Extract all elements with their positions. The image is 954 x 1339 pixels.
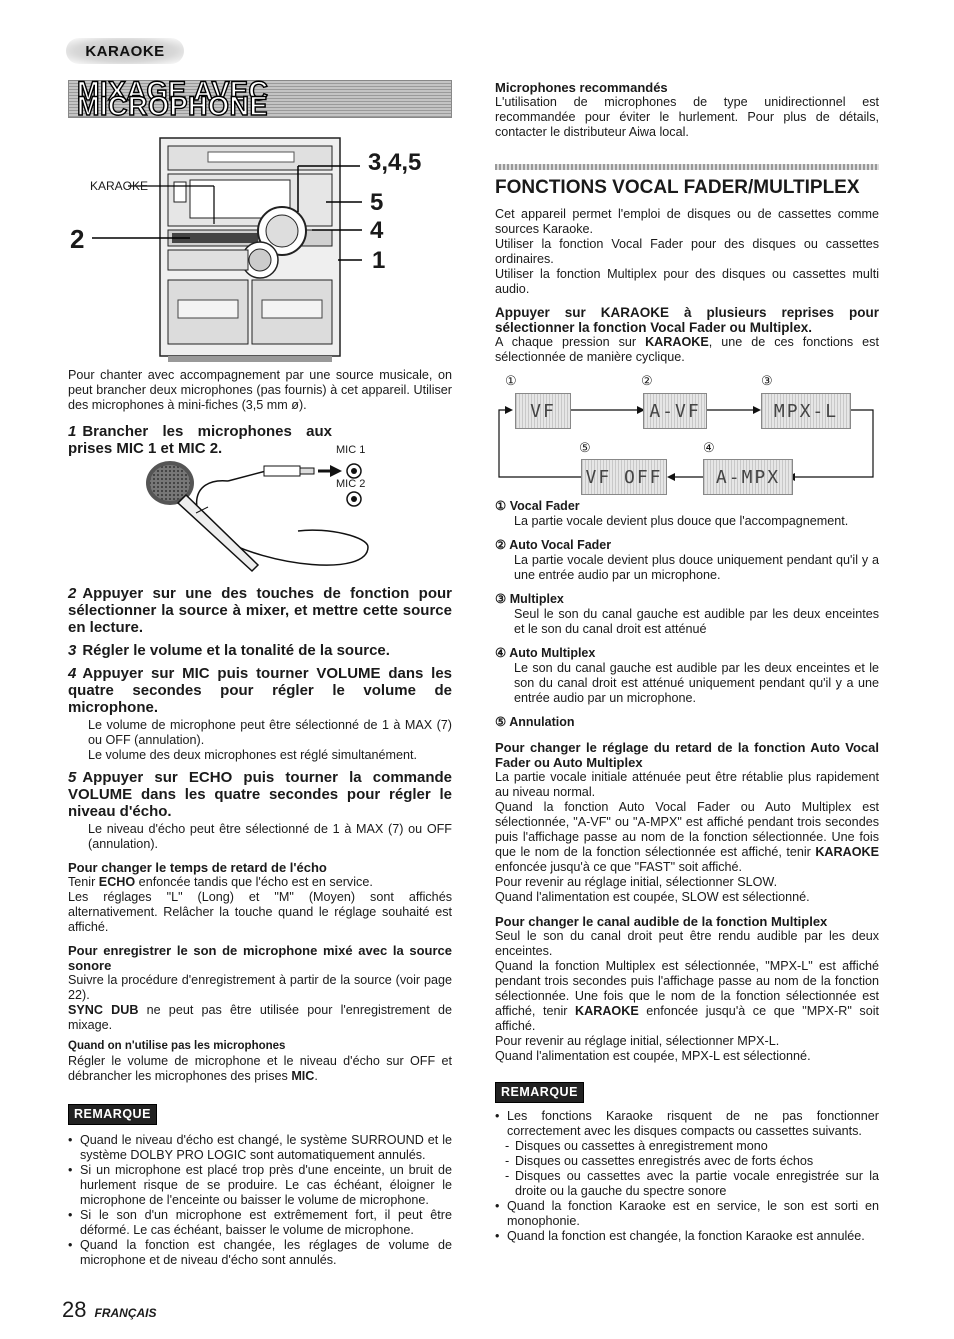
cycle-num-3: ③ bbox=[761, 373, 773, 388]
list-item: • Si un microphone est placé trop près d'une enceinte, un bruit de hurlement risque de se produire. Le cas échéant, éloigner le microphone de l'enceinte ou baisser le volume de microphone. bbox=[68, 1163, 452, 1208]
karaoke-label: KARAOKE bbox=[90, 179, 149, 193]
remarque-right bbox=[495, 1082, 879, 1103]
right-column bbox=[495, 80, 879, 1244]
channel-p1: Seul le son du canal droit peut être rendu audible par les deux enceintes. bbox=[495, 929, 879, 958]
stereo-unit-figure bbox=[68, 120, 452, 370]
list-subitem: - Disques ou cassettes à enregistrement mono bbox=[495, 1139, 879, 1154]
step-2: 2 Appuyer sur une des touches de fonction pour sélectionner la source à mixer, et mettre cette source en lecture. bbox=[68, 585, 452, 636]
function-item: ④ Auto Multiplex Le son du canal gauche est audible par les deux enceintes et le son du canal droit est atténué uniquement pendant qu'il y a une entrée audio par un microphone. bbox=[495, 646, 879, 705]
no-mic-heading: Quand on n'utilise pas les microphones bbox=[68, 1040, 286, 1052]
delay-p1: La partie vocale initiale atténuée peut être rétablie plus rapidement au niveau normal. bbox=[495, 770, 879, 799]
remarque-badge: REMARQUE bbox=[68, 1104, 157, 1125]
step-5-body: Le niveau d'écho peut être sélectionné de 1 à MAX (7) ou OFF (annulation). bbox=[88, 822, 452, 851]
step-1 bbox=[68, 423, 452, 457]
press-heading: Appuyer sur KARAOKE à plusieurs reprises pour sélectionner la fonction Vocal Fader ou Multiplex. bbox=[495, 305, 879, 335]
no-mic-text: Régler le volume de microphone et le niveau d'écho sur OFF et débrancher les microphones des prises MIC. bbox=[68, 1054, 452, 1083]
function-item: ⑤ Annulation bbox=[495, 715, 575, 729]
step-4: 4 Appuyer sur MIC puis tourner VOLUME dans les quatre secondes pour régler le volume de microphone. bbox=[68, 665, 452, 716]
function-item: ① Vocal Fader La partie vocale devient plus douce que l'accompagnement. bbox=[495, 499, 849, 528]
lcd-a-mpx: A-MPX bbox=[703, 459, 793, 495]
cycle-num-1: ① bbox=[505, 373, 517, 388]
language-label: FRANÇAIS bbox=[94, 1306, 157, 1320]
step-1-text: Brancher les microphones aux prises MIC 1 et MIC 2. bbox=[68, 423, 332, 457]
mic-figure bbox=[68, 444, 452, 577]
lcd-mpx-l: MPX-L bbox=[761, 393, 851, 429]
notes-list-right bbox=[495, 1109, 879, 1244]
list-item: • Quand la fonction est changée, les réglages de volume de microphone et de niveau d'écho sont annulés. bbox=[68, 1238, 452, 1268]
echo-delay-text-1: Tenir ECHO enfoncée tandis que l'écho est en service. bbox=[68, 875, 373, 889]
delay-p4: Quand l'alimentation est coupée, SLOW est sélectionné. bbox=[495, 890, 810, 904]
intro-text: Pour chanter avec accompagnement par une source musicale, on peut brancher deux microphones (pas fournis) à cet appareil. Utiliser des microphones à mini-fiches (3,5 mm ø). bbox=[68, 368, 452, 412]
cycle-diagram bbox=[495, 373, 879, 499]
step-1-number: 1 bbox=[68, 423, 77, 440]
delay-heading: Pour changer le réglage du retard de la fonction Auto Vocal Fader ou Auto Multiplex bbox=[495, 740, 879, 770]
step-4-body2: Le volume des deux microphones est réglé simultanément. bbox=[88, 748, 418, 762]
function-item: ② Auto Vocal Fader La partie vocale devient plus douce uniquement pendant qu'il y a une entrée audio par un microphone. bbox=[495, 538, 879, 582]
list-subitem: - Disques ou cassettes enregistrés avec de forts échos bbox=[495, 1154, 879, 1169]
remarque-left bbox=[68, 1104, 452, 1125]
press-text: A chaque pression sur KARAOKE, une de ces fonctions est sélectionnée de manière cyclique. bbox=[495, 335, 879, 364]
step-5: 5 Appuyer sur ECHO puis tourner la commande VOLUME dans les quatre secondes pour régler le niveau d'écho. bbox=[68, 769, 452, 820]
mic-recommended-text: L'utilisation de microphones de type unidirectionnel est recommandée pour éviter le hurlement. Pour plus de détails, contacter le distributeur Aiwa local. bbox=[495, 95, 879, 139]
step-3: 3 Régler le volume et la tonalité de la source. bbox=[68, 642, 390, 659]
cycle-num-5: ⑤ bbox=[579, 440, 591, 455]
page-footer bbox=[62, 1298, 156, 1322]
callout-2: 2 bbox=[70, 224, 85, 254]
mic2-label: MIC 2 bbox=[336, 478, 366, 490]
echo-delay-heading: Pour changer le temps de retard de l'écho bbox=[68, 860, 327, 875]
list-item: • Les fonctions Karaoke risquent de ne pas fonctionner correctement avec les disques compacts ou cassettes suivants. bbox=[495, 1109, 879, 1139]
microphone-illustration bbox=[68, 457, 452, 577]
functions-p1: Cet appareil permet l'emploi de disques ou de cassettes comme sources Karaoke. bbox=[495, 207, 879, 236]
channel-p2: Quand la fonction Multiplex est sélectionnée, "MPX-L" est affiché pendant trois secondes puis l'affichage passe au nom de la fonction sélectionnée. Une fois que le nom de la fonction sélectionnée est affiché, tenir KARAOKE enfoncée jusqu'à ce que "MPX-R" soit affiché. bbox=[495, 959, 879, 1033]
record-text-1: Suivre la procédure d'enregistrement à partir de la source (voir page 22). bbox=[68, 973, 452, 1002]
page-title: MIXAGE AVEC MICROPHONE bbox=[68, 80, 452, 118]
callout-4: 4 bbox=[370, 217, 384, 244]
cycle-num-4: ④ bbox=[703, 440, 715, 455]
list-item: • Quand la fonction Karaoke est en service, le son est sorti en monophonie. bbox=[495, 1199, 879, 1229]
list-subitem: - Disques ou cassettes avec la partie vocale enregistrée sur la droite ou la gauche du spectre sonore bbox=[495, 1169, 879, 1199]
page-number: 28 bbox=[62, 1297, 87, 1322]
list-item: • Quand la fonction est changée, la fonction Karaoke est annulée. bbox=[495, 1229, 879, 1244]
callout-1: 1 bbox=[372, 247, 386, 274]
callout-5: 5 bbox=[370, 189, 384, 216]
cycle-num-2: ② bbox=[641, 373, 653, 388]
list-item: • Quand le niveau d'écho est changé, le système SURROUND et le système DOLBY PRO LOGIC sont automatiquement annulés. bbox=[68, 1133, 452, 1163]
notes-list-left bbox=[68, 1133, 452, 1268]
lcd-vf-off: VF OFF bbox=[581, 459, 667, 495]
function-item: ③ Multiplex Seul le son du canal gauche est audible par les deux enceintes et le son du canal droit est atténué bbox=[495, 592, 879, 636]
section-tag: KARAOKE bbox=[66, 38, 184, 64]
record-text-2: SYNC DUB ne peut pas être utilisée pour l'enregistrement de mixage. bbox=[68, 1003, 452, 1032]
lcd-vf: VF bbox=[515, 393, 571, 429]
channel-p4: Quand l'alimentation est coupée, MPX-L est sélectionné. bbox=[495, 1049, 811, 1063]
remarque-badge: REMARQUE bbox=[495, 1082, 584, 1103]
functions-title: FONCTIONS VOCAL FADER/MULTIPLEX bbox=[495, 177, 860, 198]
channel-p3: Pour revenir au réglage initial, sélectionner MPX-L. bbox=[495, 1034, 780, 1048]
cycle-arrows bbox=[495, 373, 879, 499]
echo-delay-text-2: Les réglages "L" (Long) et "M" (Moyen) sont affichés alternativement. Relâcher la touche quand le réglage souhaité est affiché. bbox=[68, 890, 452, 934]
channel-heading: Pour changer le canal audible de la fonction Multiplex bbox=[495, 914, 828, 929]
left-column bbox=[68, 368, 452, 1268]
mic1-label: MIC 1 bbox=[336, 444, 366, 456]
functions-p2: Utiliser la fonction Vocal Fader pour des disques ou cassettes ordinaires. bbox=[495, 237, 879, 266]
record-heading: Pour enregistrer le son de microphone mixé avec la source sonore bbox=[68, 943, 452, 973]
mic-recommended-heading: Microphones recommandés bbox=[495, 80, 668, 95]
section-divider bbox=[495, 164, 879, 170]
callout-345: 3,4,5 bbox=[368, 149, 422, 176]
lcd-a-vf: A-VF bbox=[643, 393, 707, 429]
list-item: • Si le son d'un microphone est extrêmement fort, il peut être déformé. Le cas échéant, baisser le volume de microphone. bbox=[68, 1208, 452, 1238]
step-4-body: Le volume de microphone peut être sélectionné de 1 à MAX (7) ou OFF (annulation). bbox=[88, 718, 452, 747]
delay-p3: Pour revenir au réglage initial, sélectionner SLOW. bbox=[495, 875, 778, 889]
delay-p2: Quand la fonction Auto Vocal Fader ou Auto Multiplex est sélectionnée, "A-VF" ou "A-MPX" est affiché pendant trois secondes puis l'affichage passe au nom de la fonction sélectionnée. Une fois que le nom de la fonction sélectionnée est affiché, tenir KARAOKE enfoncée jusqu'à ce que "FAST" soit affiché. bbox=[495, 800, 879, 874]
functions-p3: Utiliser la fonction Multiplex pour des disques ou cassettes multi audio. bbox=[495, 267, 879, 296]
